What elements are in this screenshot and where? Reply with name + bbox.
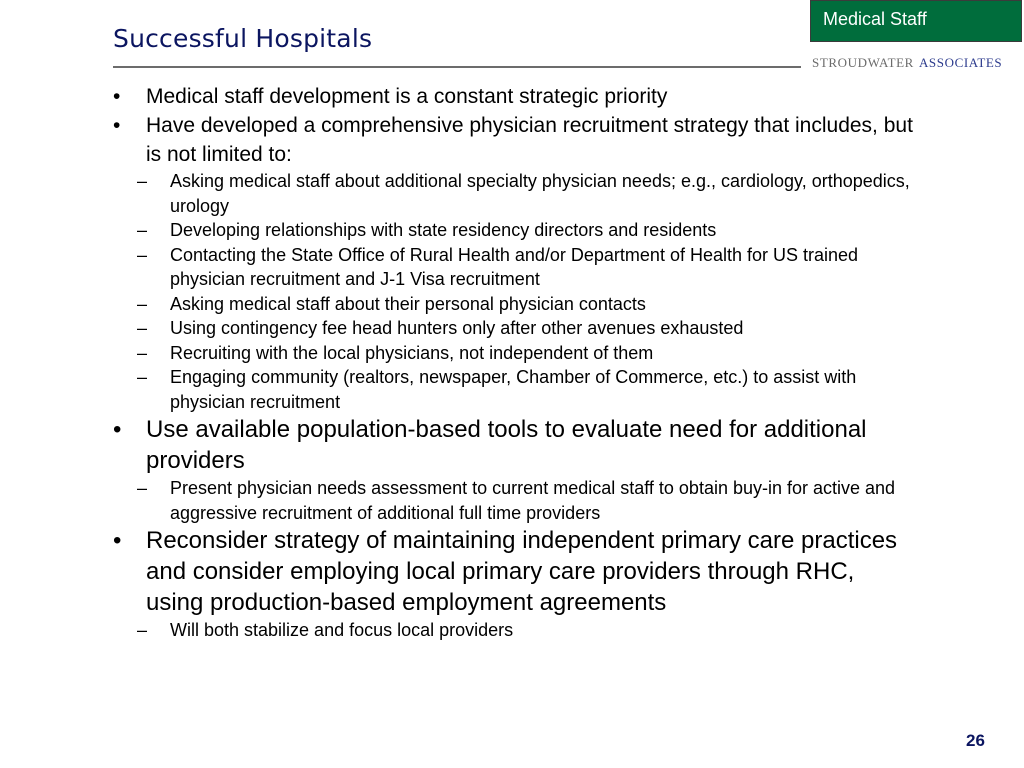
slide-title: Successful Hospitals — [113, 24, 373, 53]
sub-bullet-text: Developing relationships with state residency directors and residents — [170, 220, 717, 240]
sub-bullet-item — [113, 169, 918, 218]
sub-bullet-marker: – — [137, 220, 148, 240]
sub-bullet-item — [113, 243, 918, 292]
sub-bullet-marker: – — [137, 293, 148, 314]
bullet-item — [113, 82, 918, 111]
sub-bullet-group — [113, 476, 918, 525]
sub-bullet-marker: – — [137, 367, 148, 387]
bullet-marker: • — [113, 416, 122, 443]
sub-bullet-marker: – — [137, 342, 148, 363]
logo-word-associates: ASSOCIATES — [918, 55, 1003, 70]
sub-bullet-text: Engaging community (realtors, newspaper, Chamber of Commerce, etc.) to assist with physician recruitment — [170, 367, 857, 412]
page-number: 26 — [966, 731, 985, 750]
bullet-text: Reconsider strategy of maintaining independent primary care practices and consider employing local primary care providers through RHC, using production-based employment agreements — [146, 527, 898, 616]
bullet-text: Use available population-based tools to evaluate need for additional providers — [146, 416, 867, 474]
sub-bullet-text: Asking medical staff about their personal physician contacts — [170, 293, 646, 314]
bullet-list — [113, 82, 918, 643]
sub-bullet-text: Contacting the State Office of Rural Health and/or Department of Health for US trained physician recruitment and J-1 Visa recruitment — [170, 244, 859, 289]
bullet-item — [113, 414, 918, 476]
sub-bullet-group — [113, 169, 918, 414]
bullet-marker: • — [113, 114, 121, 137]
sub-bullet-item — [113, 618, 918, 643]
sub-bullet-text: Using contingency fee head hunters only after other avenues exhausted — [170, 318, 744, 338]
bullet-marker: • — [113, 527, 122, 554]
bullet-marker: • — [113, 85, 121, 108]
sub-bullet-marker: – — [137, 478, 148, 498]
sub-bullet-item — [113, 341, 918, 366]
bullet-item — [113, 525, 918, 618]
sub-bullet-text: Will both stabilize and focus local providers — [170, 620, 514, 640]
sub-bullet-marker: – — [137, 244, 148, 265]
sub-bullet-item — [113, 365, 918, 414]
title-divider — [113, 66, 801, 68]
sub-bullet-group — [113, 618, 918, 643]
sub-bullet-marker: – — [137, 318, 148, 338]
bullet-text: Have developed a comprehensive physician recruitment strategy that includes, but is not limited to: — [146, 114, 913, 166]
sub-bullet-text: Present physician needs assessment to current medical staff to obtain buy-in for active and aggressive recruitment of additional full time providers — [170, 478, 896, 523]
bullet-text: Medical staff development is a constant strategic priority — [146, 85, 668, 108]
bullet-item — [113, 111, 918, 169]
section-tab: Medical Staff — [810, 0, 1022, 42]
sub-bullet-text: Asking medical staff about additional specialty physician needs; e.g., cardiology, orthopedics, urology — [170, 171, 910, 216]
sub-bullet-item — [113, 316, 918, 341]
company-logo — [812, 53, 1002, 77]
sub-bullet-item — [113, 218, 918, 243]
sub-bullet-text: Recruiting with the local physicians, not independent of them — [170, 342, 654, 363]
sub-bullet-marker: – — [137, 620, 148, 640]
sub-bullet-item — [113, 476, 918, 525]
logo-word-stroudwater: STROUDWATER — [812, 55, 914, 70]
sub-bullet-marker: – — [137, 171, 148, 191]
sub-bullet-item — [113, 292, 918, 317]
